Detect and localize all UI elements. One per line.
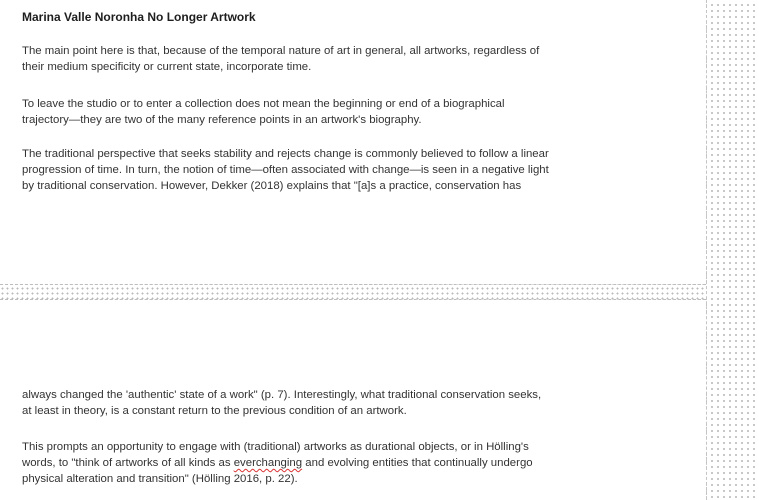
paragraph-authentic-state[interactable] xyxy=(22,387,662,419)
text-line: The traditional perspective that seeks stability and rejects change is commonly believed to follow a linear xyxy=(22,148,549,160)
text-line: physical alteration and transition" (Hölling 2016, p. 22). xyxy=(22,473,298,485)
text-line: trajectory—they are two of the many reference points in an artwork's biography. xyxy=(22,114,422,126)
text-line: their medium specificity or current state, incorporate time. xyxy=(22,61,312,73)
text-line: at least in theory, is a constant return to the previous condition of an artwork. xyxy=(22,405,407,417)
document-title: Marina Valle Noronha No Longer Artwork xyxy=(22,10,256,24)
text-line: by traditional conservation. However, Dekker (2018) explains that "[a]s a practice, conservation has xyxy=(22,180,522,192)
text-segment: words, to "think of artworks of all kinds as xyxy=(22,457,234,469)
text-line: progression of time. In turn, the notion of time—often associated with change—is seen in a negative light xyxy=(22,164,549,176)
text-segment: and evolving entities that continually undergo xyxy=(302,457,533,469)
text-line: always changed the 'authentic' state of a work" (p. 7). Interestingly, what traditional conservation seeks, xyxy=(22,389,542,401)
page-break-gap xyxy=(0,284,706,300)
spellcheck-flagged-word[interactable]: everchanging xyxy=(233,457,303,469)
text-line-with-spelling-flag xyxy=(22,455,662,471)
paragraph-durational-objects[interactable] xyxy=(22,439,662,487)
document-page-2 xyxy=(0,300,706,500)
text-line: The main point here is that, because of the temporal nature of art in general, all artworks, regardless of xyxy=(22,45,540,57)
paragraph-studio-collection[interactable] xyxy=(22,96,662,128)
text-line: This prompts an opportunity to engage with (traditional) artworks as durational objects, or in Hölling's xyxy=(22,441,529,453)
text-line: To leave the studio or to enter a collection does not mean the beginning or end of a biographical xyxy=(22,98,505,110)
document-canvas-margin xyxy=(706,0,759,500)
paragraph-temporal-nature[interactable] xyxy=(22,43,662,75)
paragraph-traditional-perspective[interactable] xyxy=(22,146,662,194)
